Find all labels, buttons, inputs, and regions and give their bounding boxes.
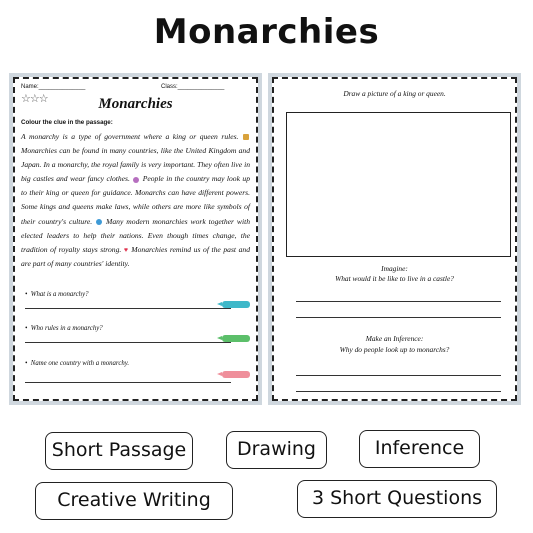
page-title: Monarchies [153, 12, 380, 52]
label-3-short-questions: 3 Short Questions [297, 480, 497, 518]
inference-question: Why do people look up to monarchs? [339, 345, 450, 354]
crayon-icon-green [222, 335, 250, 342]
inference-title: Make an Inference: [365, 334, 424, 343]
answer-line-1[interactable] [25, 308, 231, 309]
passage-sentence-3: People in the country may look up to their king or queen for guidance. Monarchs can have different powers. Some kings and queens make laws, while others are more like symbols of their country's culture. [21, 174, 250, 226]
question-3-bullet: • [25, 360, 31, 367]
worksheet-title: Monarchies [98, 96, 173, 112]
question-2 [25, 325, 248, 332]
crayon-icon-blue [222, 301, 250, 308]
inference-answer-line-2[interactable] [296, 391, 501, 392]
passage-sentence-4: Many modern monarchies work together with elected leaders to help their nations. Even though times change, the tradition of royalty stays strong. [21, 216, 250, 254]
question-2-bullet: • [25, 325, 31, 332]
imagine-answer-line-1[interactable] [296, 301, 501, 302]
class-field: Class:______________ [161, 84, 225, 90]
label-inference: Inference [359, 430, 480, 468]
flower-icon [133, 177, 139, 183]
rating-stars-icon: ☆☆☆ [21, 92, 48, 105]
reading-passage [21, 130, 250, 271]
imagine-title: Imagine: [381, 264, 408, 273]
question-3 [25, 360, 248, 367]
question-2-text: Who rules in a monarchy? [30, 325, 103, 332]
answer-line-3[interactable] [25, 382, 231, 383]
question-1 [25, 291, 248, 298]
label-creative-writing: Creative Writing [35, 482, 233, 520]
label-short-passage: Short Passage [45, 432, 193, 470]
name-field: Name:______________ [21, 84, 86, 90]
drawing-box[interactable] [286, 112, 511, 257]
passage-sentence-1: A monarchy is a type of government where a king or queen rules. [21, 132, 239, 141]
crown-icon [243, 134, 249, 140]
class-label: Class: [161, 84, 178, 90]
globe-icon [96, 219, 102, 225]
question-1-text: What is a monarchy? [30, 291, 89, 298]
imagine-question: What would it be like to live in a castle? [335, 274, 454, 283]
inference-answer-line-1[interactable] [296, 375, 501, 376]
question-3-text: Name one country with a monarchy. [30, 360, 130, 367]
name-label: Name: [21, 84, 39, 90]
drawing-worksheet-border [272, 77, 517, 401]
question-1-bullet: • [25, 291, 31, 298]
crayon-icon-pink [222, 371, 250, 378]
passage-sentence-5: Monarchies remind us of the past and are part of many countries' identity. [21, 244, 250, 268]
drawing-worksheet [268, 73, 521, 405]
drawing-prompt: Draw a picture of a king or queen. [343, 89, 446, 98]
answer-line-2[interactable] [25, 342, 231, 343]
reading-worksheet [9, 73, 262, 405]
instruction-text: Colour the clue in the passage: [21, 119, 113, 126]
heart-icon: ♥ [123, 245, 129, 254]
reading-worksheet-border [13, 77, 258, 401]
passage-sentence-2: Monarchies can be found in many countries, like the United Kingdom and Japan. In a monarchy, the royal family is very important. They often live in big castles and wear fancy clothes. [21, 146, 250, 184]
imagine-answer-line-2[interactable] [296, 317, 501, 318]
label-drawing: Drawing [226, 431, 327, 469]
